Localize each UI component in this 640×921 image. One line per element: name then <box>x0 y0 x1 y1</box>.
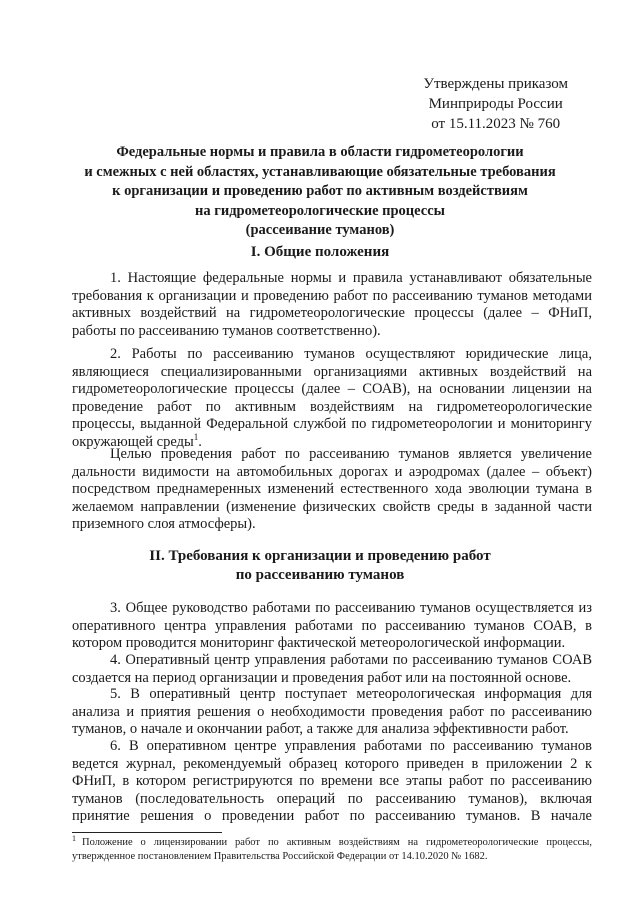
text-line: 2. Работы по рассеиванию туманов осуществляют юридические лица, <box>110 346 592 362</box>
text-line: желаемом направлении (изменение физических свойств среды в заданной части <box>72 498 592 515</box>
footnote <box>72 833 592 864</box>
footnote-reference[interactable]: 1 <box>193 432 199 443</box>
text-line: ФНиП, в котором регистрируются по времени все этапы работ по рассеиванию <box>72 773 592 790</box>
paragraph-3 <box>72 600 592 653</box>
text-line: 4. Оперативный центр управления работами по рассеиванию туманов СОАВ <box>110 652 592 668</box>
footnote-divider <box>72 832 222 833</box>
text-line: работы по рассеиванию туманов соответственно). <box>72 322 381 339</box>
text-line: 3. Общее руководство работами по рассеиванию туманов осуществляется из <box>110 600 592 616</box>
approval-line: Минприроды России <box>428 96 563 112</box>
title-line: Федеральные нормы и правила в области гидрометеорологии <box>116 144 524 160</box>
text-line: оперативного центра управления работами по рассеиванию туманов СОАВ, в <box>72 617 592 634</box>
footnote-line: $^1$ Положение о лицензировании работ по активным воздействиям на гидрометеорологические процессы, <box>72 833 592 848</box>
text-line: принятие решения о проведении работ по рассеиванию туманов. В начале <box>72 808 592 825</box>
approval-block <box>423 74 568 134</box>
approval-line: Утверждены приказом <box>423 76 568 92</box>
title-line: к организации и проведению работ по активным воздействиям <box>112 183 528 199</box>
text-line: 6. В оперативном центре управления работами по рассеиванию туманов <box>110 738 592 754</box>
text-line: являющиеся специализированными организациями активных воздействий на <box>72 363 592 380</box>
text-line: 5. В оперативный центр поступает метеорологическая информация для <box>110 686 592 702</box>
footnote-line: утвержденное постановлением Правительства Российской Федерации от 14.10.2020 № 1682. <box>72 851 488 862</box>
approval-order-date: от 15.11.2023 № 760 <box>431 116 561 132</box>
footnote-mark: 1 <box>72 833 76 843</box>
section-heading-1: I. Общие положения <box>250 244 390 260</box>
title-line: (рассеивание туманов) <box>245 222 395 238</box>
title-line: на гидрометеорологические процессы <box>195 202 445 219</box>
text-line: дальности видимости на автомобильных дорогах и аэродромах (далее – объект) <box>72 463 592 480</box>
text-line: 1. Настоящие федеральные нормы и правила устанавливают обязательные <box>110 270 592 286</box>
paragraph-4 <box>72 652 592 687</box>
text-line: создается на период организации и проведения работ или на постоянной основе. <box>72 669 572 686</box>
text-line: требования к организации и проведению работ по рассеиванию туманов методами <box>72 287 592 304</box>
text-line: приземного слоя атмосферы). <box>72 516 256 533</box>
text-line: проведение работ по активным воздействиям на гидрометеорологические <box>72 398 592 415</box>
paragraph-6 <box>72 738 592 826</box>
text-line: окружающей среды$^1$. <box>72 432 202 450</box>
text-line: процессы, выданной Федеральной службой по гидрометеорологии и мониторингу <box>72 416 592 433</box>
text-line: туманов (последовательность операций по рассеиванию туманов), включая <box>72 790 592 807</box>
text-line: туманов, о начале и окончании работ, а также для анализа эффективности работ. <box>72 721 569 738</box>
section-heading-2: II. Требования к организации и проведению работ по рассеиванию туманов <box>149 548 491 583</box>
paragraph-1 <box>72 270 592 340</box>
text-line: активных воздействий на гидрометеорологические процессы (далее – ФНиП, <box>72 305 592 322</box>
text-line: котором проводится мониторинг фактической метеорологической информации. <box>72 635 566 652</box>
paragraph-purpose <box>72 446 592 534</box>
paragraph-2 <box>72 346 592 452</box>
title-line: и смежных с ней областях, устанавливающие обязательные требования <box>84 163 556 180</box>
document-title <box>60 143 580 241</box>
text-line: ведется журнал, рекомендуемый образец которого приведен в приложении 2 к <box>72 755 592 772</box>
text-line: посредством преднамеренных изменений естественного хода эволюции тумана в <box>72 481 592 498</box>
text-line: Целью проведения работ по рассеиванию туманов является увеличение <box>110 446 592 462</box>
text-line: гидрометеорологические процессы (далее – СОАВ), на основании лицензии на <box>72 381 592 398</box>
paragraph-5 <box>72 686 592 739</box>
text-line: анализа и приятия решения о необходимости проведения работ по рассеиванию <box>72 703 592 720</box>
